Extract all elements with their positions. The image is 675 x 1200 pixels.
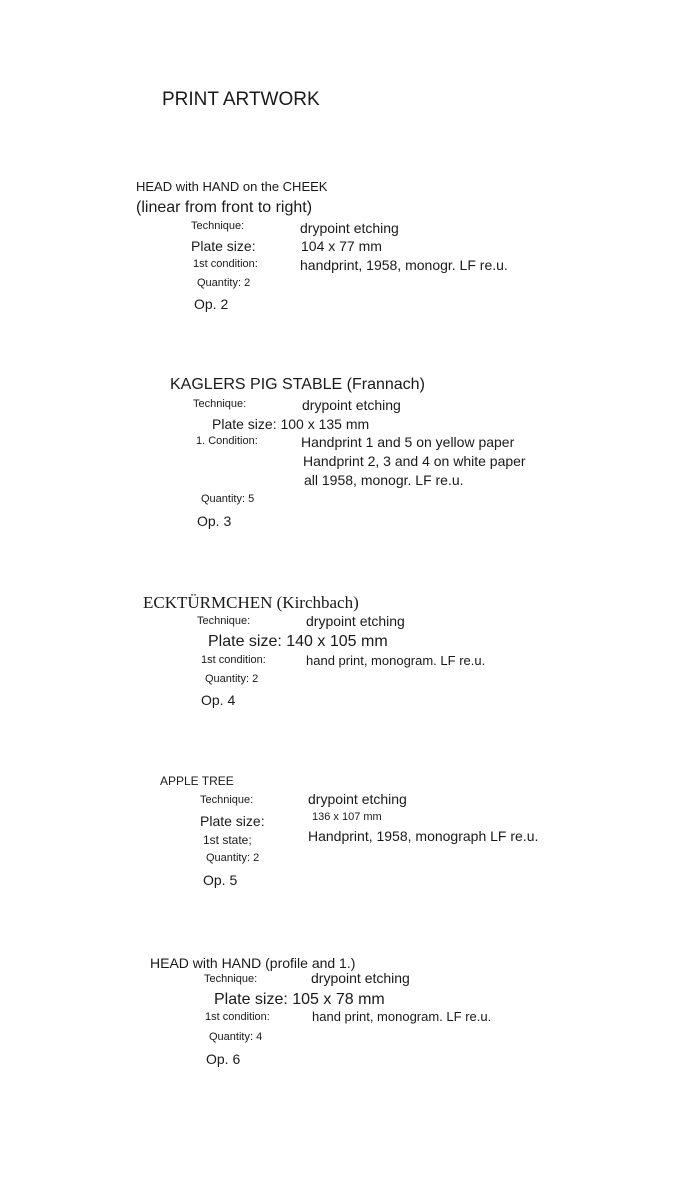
technique-value: drypoint etching: [300, 220, 399, 236]
plate-value: 136 x 107 mm: [312, 811, 382, 823]
plate-value: Plate size: 100 x 135 mm: [212, 416, 370, 432]
plate-label: Plate size:: [191, 238, 256, 254]
page-title: PRINT ARTWORK: [162, 89, 320, 110]
quantity: Quantity: 5: [201, 493, 255, 505]
technique-label: Technique:: [197, 615, 251, 627]
opus-number: Op. 3: [197, 513, 232, 529]
condition-line: Handprint 1 and 5 on yellow paper: [301, 434, 515, 450]
technique-value: drypoint etching: [311, 970, 410, 986]
quantity: Quantity: 2: [206, 852, 260, 864]
opus-number: Op. 2: [194, 296, 229, 312]
entry-title: HEAD with HAND (profile and 1.): [150, 955, 356, 971]
condition-line: hand print, monogram. LF re.u.: [306, 653, 486, 668]
condition-label: 1. Condition:: [196, 435, 258, 447]
entry-subtitle: (linear from front to right): [136, 199, 313, 216]
condition-line: hand print, monogram. LF re.u.: [312, 1009, 492, 1024]
condition-label: 1st condition:: [193, 258, 258, 270]
condition-line: handprint, 1958, monogr. LF re.u.: [300, 257, 508, 273]
plate-label: Plate size:: [200, 813, 265, 829]
technique-label: Technique:: [191, 220, 245, 232]
technique-value: drypoint etching: [308, 791, 407, 807]
condition-line: Handprint 2, 3 and 4 on white paper: [303, 453, 526, 469]
entry-title: ECKTÜRMCHEN (Kirchbach): [143, 593, 359, 612]
technique-label: Technique:: [204, 973, 258, 985]
technique-label: Technique:: [200, 794, 254, 806]
quantity: Quantity: 2: [205, 673, 259, 685]
plate-value: 104 x 77 mm: [301, 238, 382, 254]
entry-title: APPLE TREE: [160, 774, 234, 788]
plate-value: Plate size: 140 x 105 mm: [208, 633, 388, 650]
condition-label: 1st condition:: [205, 1011, 270, 1023]
technique-value: drypoint etching: [302, 397, 401, 413]
quantity: Quantity: 4: [209, 1031, 263, 1043]
opus-number: Op. 5: [203, 872, 238, 888]
condition-label: 1st condition:: [201, 654, 266, 666]
opus-number: Op. 4: [201, 692, 236, 708]
entry-title: HEAD with HAND on the CHEEK: [136, 179, 328, 194]
entry-title: KAGLERS PIG STABLE (Frannach): [170, 376, 425, 393]
technique-value: drypoint etching: [306, 613, 405, 629]
plate-value: Plate size: 105 x 78 mm: [214, 991, 385, 1008]
condition-line: Handprint, 1958, monograph LF re.u.: [308, 828, 539, 844]
quantity: Quantity: 2: [197, 277, 251, 289]
opus-number: Op. 6: [206, 1051, 241, 1067]
condition-line: all 1958, monogr. LF re.u.: [304, 472, 464, 488]
technique-label: Technique:: [193, 398, 247, 410]
condition-label: 1st state;: [203, 833, 252, 847]
